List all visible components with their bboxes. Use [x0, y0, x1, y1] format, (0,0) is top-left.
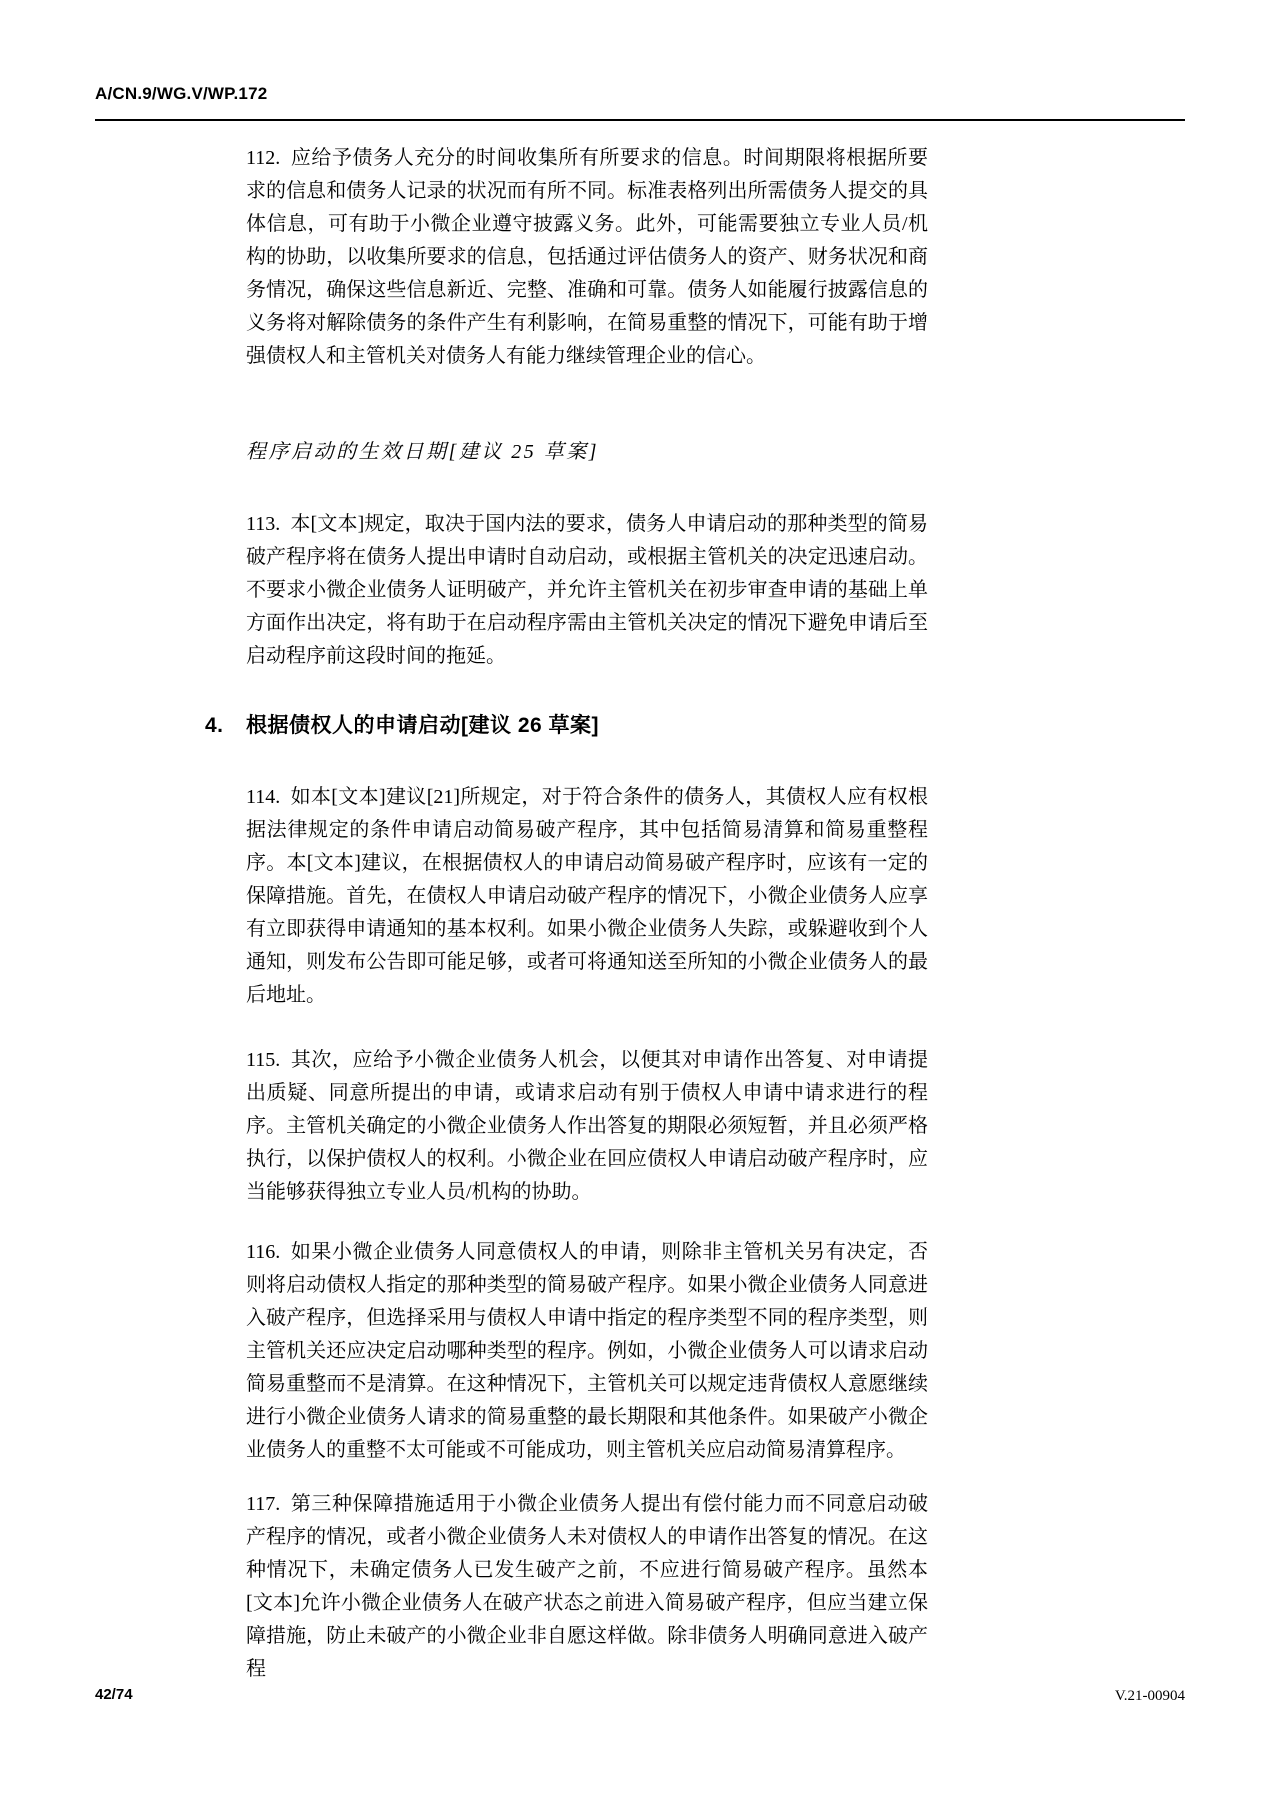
paragraph-text: 应给予债务人充分的时间收集所有所要求的信息。时间期限将根据所要求的信息和债务人记录的状况而有所不同。标准表格列出所需债务人提交的具体信息，可有助于小微企业遵守披露义务。此外，可能需要独立专业人员/机构的协助，以收集所要求的信息，包括通过评估债务人的资产、财务状况和商务情况，确保这些信息新近、完整、准确和可靠。债务人如能履行披露信息的义务将对解除债务的条件产生有利影响，在简易重整的情况下，可能有助于增强债权人和主管机关对债务人有能力继续管理企业的信心。	[246, 147, 928, 367]
paragraph-text: 如本[文本]建议[21]所规定，对于符合条件的债务人，其债权人应有权根据法律规定的条件申请启动简易破产程序，其中包括简易清算和简易重整程序。本[文本]建议，在根据债权人的申请启动简易破产程序时，应该有一定的保障措施。首先，在债权人申请启动破产程序的情况下，小微企业债务人应享有立即获得申请通知的基本权利。如果小微企业债务人失踪，或躲避收到个人通知，则发布公告即可能足够，或者可将通知送至所知的小微企业债务人的最后地址。	[246, 786, 928, 1006]
paragraph-116	[246, 1236, 928, 1467]
section-heading-4	[205, 709, 928, 742]
paragraph-text: 如果小微企业债务人同意债权人的申请，则除非主管机关另有决定，否则将启动债权人指定的那种类型的简易破产程序。如果小微企业债务人同意进入破产程序，但选择采用与债权人申请中指定的程序类型不同的程序类型，则主管机关还应决定启动哪种类型的程序。例如，小微企业债务人可以请求启动简易重整而不是清算。在这种情况下，主管机关可以规定违背债权人意愿继续进行小微企业债务人请求的简易重整的最长期限和其他条件。如果破产小微企业债务人的重整不太可能或不可能成功，则主管机关应启动简易清算程序。	[246, 1241, 928, 1461]
section-number: 4.	[205, 714, 224, 737]
paragraph-number: 117.	[246, 1493, 281, 1515]
paragraph-number: 113.	[246, 513, 281, 535]
paragraph-text: 第三种保障措施适用于小微企业债务人提出有偿付能力而不同意启动破产程序的情况，或者小微企业债务人未对债权人的申请作出答复的情况。在这种情况下，未确定债务人已发生破产之前，不应进行简易破产程序。虽然本[文本]允许小微企业债务人在破产状态之前进入简易破产程序，但应当建立保障措施，防止未破产的小微企业非自愿这样做。除非债务人明确同意进入破产程	[246, 1493, 928, 1680]
paragraph-112	[246, 142, 928, 373]
paragraph-text: 其次，应给予小微企业债务人机会，以便其对申请作出答复、对申请提出质疑、同意所提出的申请，或请求启动有别于债权人申请中请求进行的程序。主管机关确定的小微企业债务人作出答复的期限必须短暂，并且必须严格执行，以保护债权人的权利。小微企业在回应债权人申请启动破产程序时，应当能够获得独立专业人员/机构的协助。	[246, 1049, 928, 1203]
paragraph-text: 本[文本]规定，取决于国内法的要求，债务人申请启动的那种类型的简易破产程序将在债务人提出申请时自动启动，或根据主管机关的决定迅速启动。不要求小微企业债务人证明破产，并允许主管机关在初步审查申请的基础上单方面作出决定，将有助于在启动程序需由主管机关决定的情况下避免申请后至启动程序前这段时间的拖延。	[246, 513, 928, 667]
document-symbol: A/CN.9/WG.V/WP.172	[95, 84, 268, 103]
paragraph-number: 116.	[246, 1241, 281, 1263]
document-body	[205, 142, 928, 1686]
footer-page-number: 42/74	[95, 1686, 133, 1703]
subheading-effective-date: 程序启动的生效日期[建议 25 草案]	[246, 441, 600, 463]
paragraph-117	[246, 1488, 928, 1686]
footer-document-code: V.21-00904	[1114, 1688, 1185, 1704]
paragraph-114	[246, 781, 928, 1012]
paragraph-number: 112.	[246, 147, 281, 169]
paragraph-115	[246, 1044, 928, 1209]
paragraph-113	[246, 508, 928, 673]
header-rule	[95, 119, 1185, 121]
paragraph-number: 114.	[246, 786, 281, 808]
paragraph-number: 115.	[246, 1049, 281, 1071]
section-title: 根据债权人的申请启动[建议 26 草案]	[246, 714, 600, 737]
